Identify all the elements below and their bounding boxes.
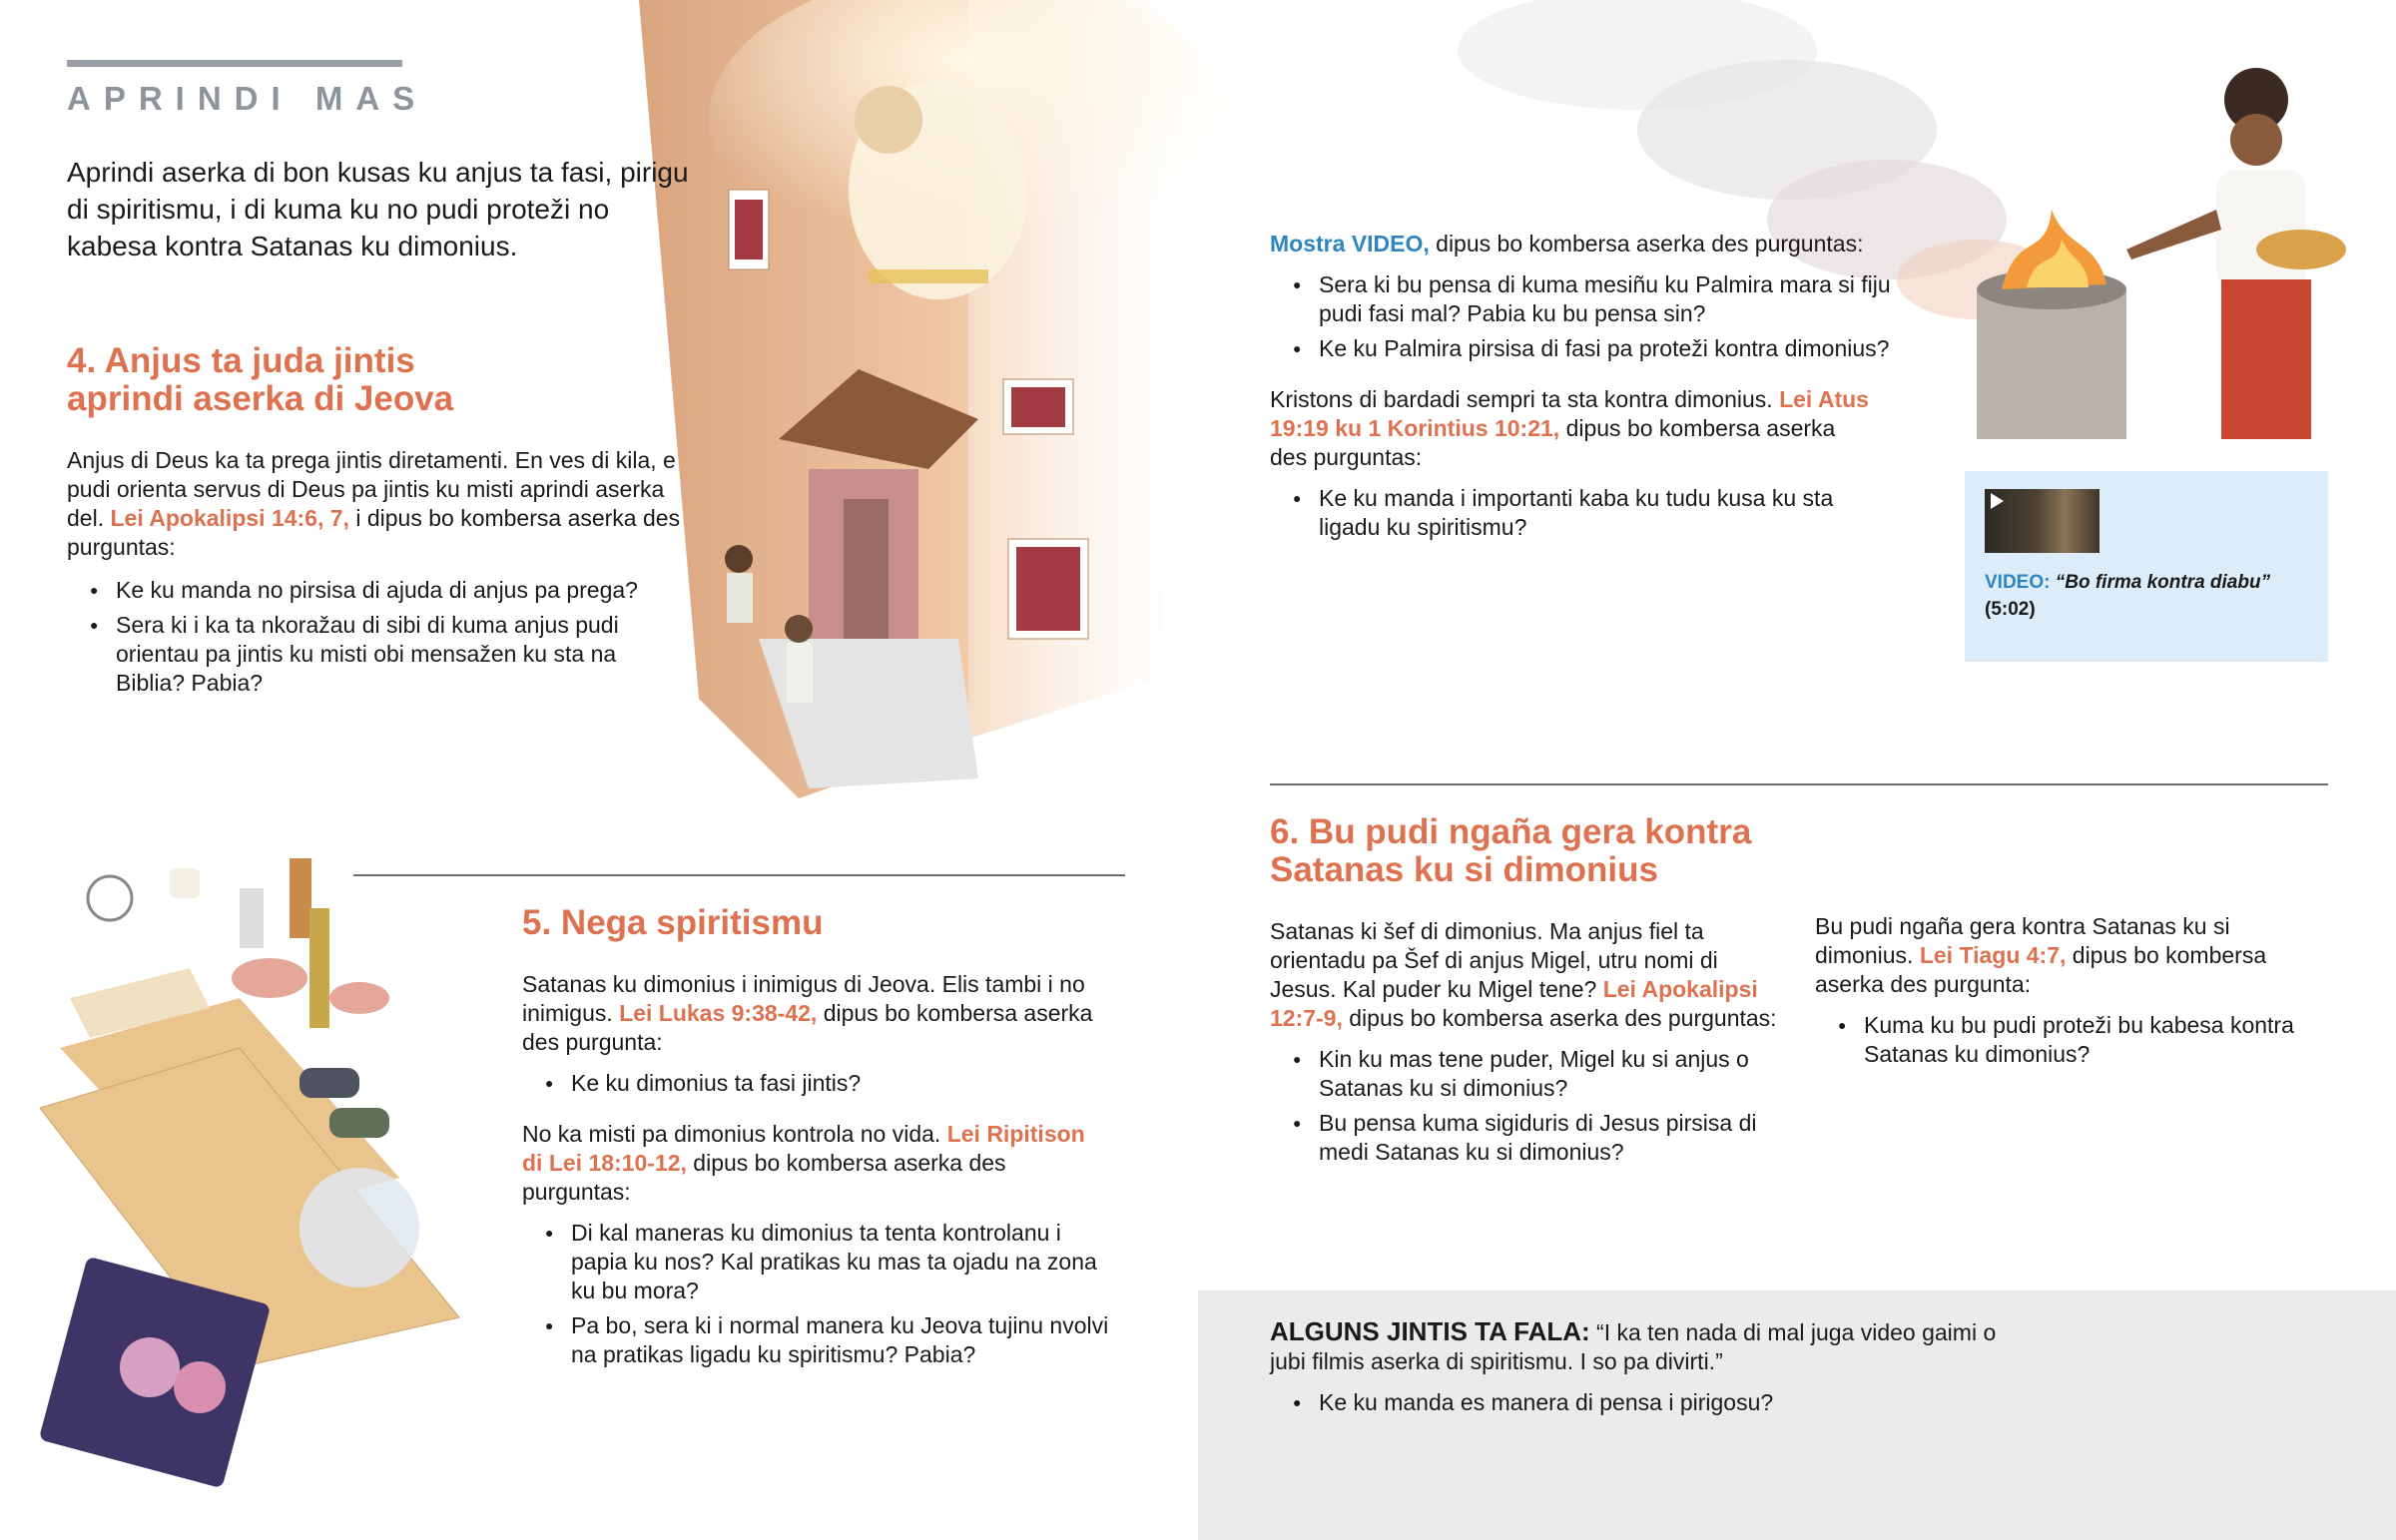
spiritism-objects-illustration <box>40 848 509 1487</box>
question-item: ● Kin ku mas tene puder, Migel ku si anjus o Satanas ku si dimonius? <box>1270 1045 1789 1103</box>
section-6 <box>1270 813 1789 1173</box>
christians-paragraph: Kristons di bardadi sempri ta sta kontra dimonius. Lei Atus 19:19 ku 1 Korintius 10:21, dipus bo kombersa aserka des purguntas: <box>1270 386 1869 470</box>
scripture-link[interactable]: Lei Tiagu 4:7, <box>1919 942 2067 968</box>
section-5-paragraph-2: No ka misti pa dimonius kontrola no vida. Lei Ripitison di Lei 18:10-12, dipus bo kombersa aserka des purguntas: <box>522 1121 1085 1205</box>
some-say-questions <box>1270 1388 2009 1417</box>
house-angel-illustration <box>639 0 1258 818</box>
scripture-link[interactable]: Lei Apokalipsi 14:6, 7, <box>110 505 349 531</box>
section-5-title: 5. Nega spiritismu <box>522 903 824 942</box>
section-6-title: 6. Bu pudi ngaña gera kontra Satanas ku si dimonius <box>1270 812 1752 889</box>
question-item: ● Di kal maneras ku dimonius ta tenta kontrolanu i papia ku nos? Kal pratikas ku mas ta ojadu na zona ku bu mora? <box>522 1219 1111 1305</box>
some-say-label: ALGUNS JINTIS TA FALA: <box>1270 1316 1590 1346</box>
woman-burning-illustration <box>1957 60 2356 439</box>
section-4 <box>67 342 686 704</box>
section-kicker: APRINDI MAS <box>67 80 428 117</box>
some-say-content <box>1270 1317 2009 1423</box>
section-6-questions-2 <box>1815 1011 2324 1069</box>
question-item: ● Ke ku Palmira pirsisa di fasi pa proteži kontra dimonius? <box>1270 334 1909 363</box>
question-item: ● Bu pensa kuma sigiduris di Jesus pirsisa di medi Satanas ku si dimonius? <box>1270 1109 1789 1167</box>
section-5-paragraph-1: Satanas ku dimonius i inimigus di Jeova. Elis tambi i no inimigus. Lei Lukas 9:38-42, dipus bo kombersa aserka des purgunta: <box>522 971 1093 1055</box>
section-6-paragraph-1: Satanas ki šef di dimonius. Ma anjus fiel ta orientadu pa Šef di anjus Migel, utru nomi di Jesus. Kal puder ku Migel tene? Lei Apokalipsi 12:7-9, dipus bo kombersa aserka des purguntas: <box>1270 918 1777 1031</box>
section-5-questions-1 <box>522 1069 1111 1098</box>
scripture-link[interactable]: Lei Atus 19:19 ku 1 Korintius 10:21, <box>1270 386 1869 441</box>
section-4-paragraph: Anjus di Deus ka ta prega jintis diretamenti. En ves di kila, e pudi orienta servus di Deus pa jintis ku misti aprindi aserka del. Lei Apokalipsi 14:6, 7, i dipus bo kombersa aserka des purguntas: <box>67 447 681 560</box>
section-4-questions <box>67 576 686 698</box>
christians-questions <box>1270 484 1869 542</box>
show-video-link[interactable]: Mostra VIDEO, <box>1270 231 1430 257</box>
question-item: ● Sera ki bu pensa di kuma mesiñu ku Palmira mara si fiju pudi fasi mal? Pabia ku bu pensa sin? <box>1270 270 1909 328</box>
question-item: ● Ke ku manda es manera di pensa i pirigosu? <box>1270 1388 2009 1417</box>
section-6-questions-1 <box>1270 1045 1789 1167</box>
scripture-link[interactable]: Lei Ripitison di Lei 18:10-12, <box>522 1121 1085 1176</box>
question-item: ● Pa bo, sera ki i normal manera ku Jeova tujinu nvolvi na pratikas ligadu ku spiritismu? Pabia? <box>522 1311 1111 1369</box>
question-item: ● Ke ku manda i importanti kaba ku tudu kusa ku sta ligadu ku spiritismu? <box>1270 484 1869 542</box>
section-6-paragraph-2: Bu pudi ngaña gera kontra Satanas ku si dimonius. Lei Tiagu 4:7, dipus bo kombersa aserka des purgunta: <box>1815 913 2267 997</box>
section-4-title: 4. Anjus ta juda jintis aprindi aserka di Jeova <box>67 341 454 418</box>
kicker-bar <box>67 60 402 67</box>
video-duration: (5:02) <box>1985 599 2036 620</box>
section-5-questions-2 <box>522 1219 1111 1369</box>
question-item: ● Ke ku manda no pirsisa di ajuda di anjus pa prega? <box>67 576 686 605</box>
scripture-link[interactable]: Lei Apokalipsi 12:7-9, <box>1270 976 1758 1031</box>
video-caption: VIDEO: “Bo firma kontra diabu” (5:02) <box>1985 572 2271 620</box>
intro-paragraph: Aprindi aserka di bon kusas ku anjus ta fasi, pirigu di spiritismu, i di kuma ku no pudi proteži no kabesa kontra Satanas ku dimonius. <box>67 157 689 261</box>
some-say-paragraph: ALGUNS JINTIS TA FALA: “I ka ten nada di mal juga video gaimi o jubi filmis aserka di spiritismu. I so pa divirti.” <box>1270 1316 1997 1374</box>
section-6-right <box>1815 912 2324 1075</box>
play-icon[interactable] <box>1991 493 2004 509</box>
divider <box>1270 783 2328 785</box>
video-lead: Mostra VIDEO, dipus bo kombersa aserka des purguntas: <box>1270 231 1864 257</box>
video-discussion <box>1270 230 1909 548</box>
question-item: ● Kuma ku bu pudi proteži bu kabesa kontra Satanas ku dimonius? <box>1815 1011 2324 1069</box>
scripture-link[interactable]: Lei Lukas 9:38-42, <box>619 1000 818 1026</box>
divider <box>353 874 1125 876</box>
question-item: ● Ke ku dimonius ta fasi jintis? <box>522 1069 1111 1098</box>
video-title[interactable]: “Bo firma kontra diabu” <box>2055 572 2271 593</box>
video-questions <box>1270 270 1909 363</box>
question-item: ● Sera ki i ka ta nkoražau di sibi di kuma anjus pudi orientau pa jintis ku misti obi mensažen ku sta na Biblia? Pabia? <box>67 611 686 698</box>
section-5 <box>522 904 1111 1375</box>
